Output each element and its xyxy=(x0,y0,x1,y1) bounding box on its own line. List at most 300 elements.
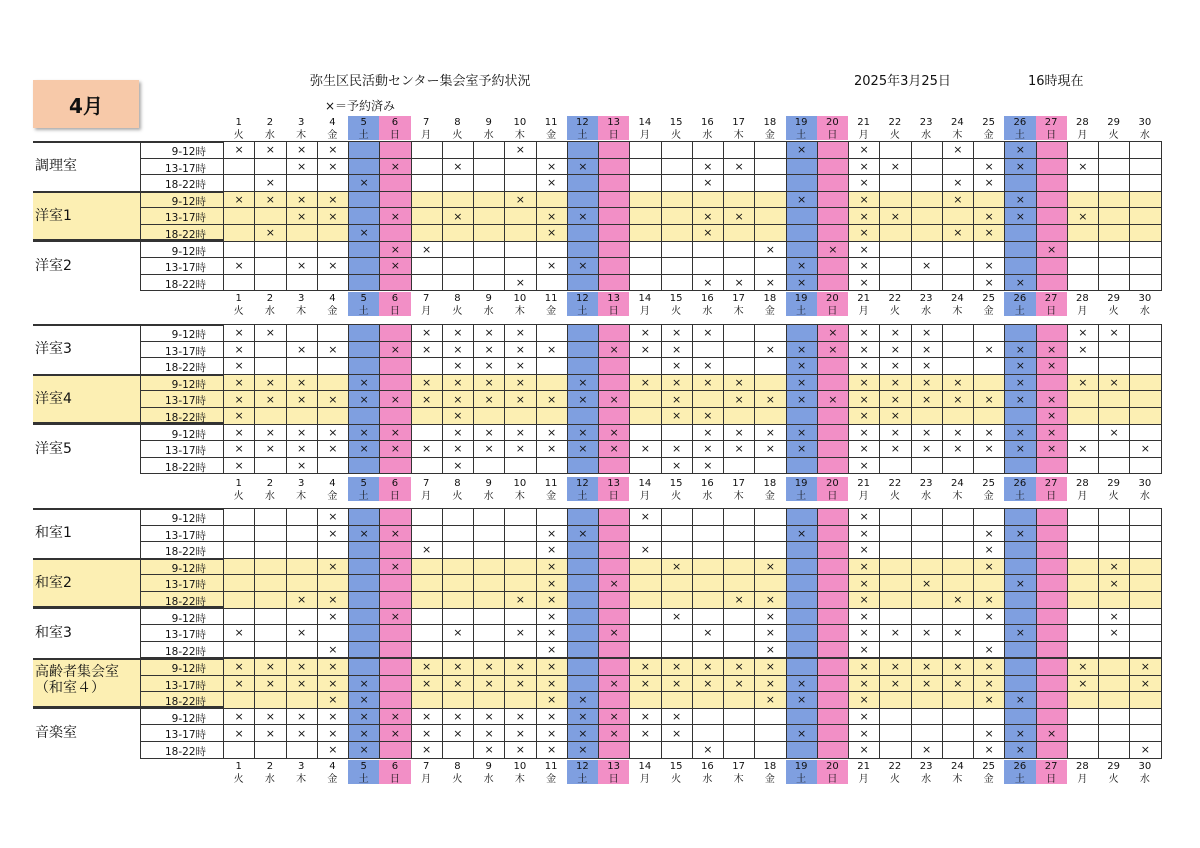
booking-cell xyxy=(254,407,286,425)
booking-cell: × xyxy=(411,724,443,742)
booking-cell xyxy=(317,457,349,475)
day-number: 9 xyxy=(485,761,492,772)
booking-cell xyxy=(567,407,599,425)
booking-cell: × xyxy=(598,624,630,642)
booking-cell xyxy=(254,357,286,375)
booking-cell: × xyxy=(536,341,568,359)
booking-cell xyxy=(504,174,536,192)
booking-cell: × xyxy=(661,608,693,626)
booking-cell xyxy=(879,224,911,242)
day-header xyxy=(1129,116,1160,140)
booking-cell xyxy=(786,558,818,576)
booking-cell xyxy=(754,407,786,425)
time-slot-label: 18-22時 xyxy=(164,278,206,291)
day-number: 1 xyxy=(235,117,242,128)
booking-cell: × xyxy=(1036,390,1068,408)
booking-cell: × xyxy=(317,525,349,543)
booking-cell xyxy=(379,641,411,659)
booking-cell: × xyxy=(973,541,1005,559)
weekday-label: 月 xyxy=(1077,491,1088,502)
booking-cell xyxy=(317,324,349,342)
booking-cell xyxy=(754,574,786,592)
day-header xyxy=(317,292,348,316)
booking-cell xyxy=(723,141,755,159)
weekday-label: 火 xyxy=(671,306,682,317)
booking-cell xyxy=(473,591,505,609)
slot-cell xyxy=(140,224,223,242)
room-name: 洋室4 xyxy=(35,390,72,407)
booking-cell xyxy=(629,641,661,659)
booking-cell: × xyxy=(411,374,443,392)
booking-cell xyxy=(473,274,505,292)
booking-cell xyxy=(1129,558,1161,576)
weekday-label: 金 xyxy=(546,491,557,502)
booking-cell: × xyxy=(254,440,286,458)
booking-cell xyxy=(817,691,849,709)
booking-cell xyxy=(879,191,911,209)
booking-cell xyxy=(598,457,630,475)
booking-cell: × xyxy=(848,357,880,375)
booking-cell xyxy=(1067,390,1099,408)
booking-cell xyxy=(442,508,474,526)
booking-cell xyxy=(411,257,443,275)
booking-cell: × xyxy=(473,424,505,442)
booking-cell: × xyxy=(254,708,286,726)
day-header xyxy=(1129,760,1160,784)
booking-cell xyxy=(286,274,318,292)
booking-cell: × xyxy=(879,357,911,375)
booking-cell: × xyxy=(848,440,880,458)
booking-cell: × xyxy=(692,624,724,642)
booking-cell: × xyxy=(598,440,630,458)
day-number: 15 xyxy=(669,478,683,489)
booking-cell xyxy=(1036,608,1068,626)
booking-cell: × xyxy=(317,691,349,709)
day-number: 25 xyxy=(982,478,995,489)
booking-cell: × xyxy=(442,675,474,693)
booking-cell xyxy=(754,374,786,392)
weekday-label: 水 xyxy=(702,130,713,141)
booking-cell xyxy=(598,741,630,759)
booking-cell xyxy=(286,357,318,375)
booking-cell: × xyxy=(411,708,443,726)
weekday-label: 水 xyxy=(921,306,932,317)
day-number: 26 xyxy=(1013,293,1027,304)
booking-cell xyxy=(973,374,1005,392)
booking-cell: × xyxy=(442,207,474,225)
booking-cell xyxy=(723,191,755,209)
booking-cell xyxy=(1098,641,1130,659)
booking-cell xyxy=(817,357,849,375)
booking-cell xyxy=(723,224,755,242)
weekday-label: 日 xyxy=(827,491,838,502)
booking-cell xyxy=(598,241,630,259)
day-header xyxy=(348,760,379,784)
weekday-label: 日 xyxy=(1046,306,1057,317)
booking-cell: × xyxy=(504,191,536,209)
booking-cell xyxy=(1067,241,1099,259)
booking-cell xyxy=(817,440,849,458)
time-slot-label: 9-12時 xyxy=(171,245,206,258)
booking-cell: × xyxy=(973,224,1005,242)
day-number: 6 xyxy=(391,478,399,489)
booking-cell xyxy=(911,691,943,709)
booking-cell xyxy=(723,541,755,559)
booking-cell xyxy=(1129,591,1161,609)
weekday-label: 土 xyxy=(796,774,807,785)
day-header xyxy=(379,292,410,316)
booking-cell xyxy=(723,741,755,759)
weekday-label: 木 xyxy=(952,130,963,141)
booking-cell: × xyxy=(1004,525,1036,543)
slot-cell xyxy=(140,274,223,292)
booking-cell xyxy=(1129,541,1161,559)
booking-cell: × xyxy=(598,675,630,693)
booking-cell xyxy=(817,591,849,609)
booking-cell xyxy=(504,508,536,526)
booking-cell xyxy=(911,174,943,192)
day-header xyxy=(223,760,254,784)
booking-cell: × xyxy=(1067,341,1099,359)
booking-cell xyxy=(504,525,536,543)
day-header xyxy=(661,760,692,784)
booking-cell: × xyxy=(848,141,880,159)
booking-cell xyxy=(1098,191,1130,209)
booking-cell xyxy=(442,174,474,192)
day-header xyxy=(223,116,254,140)
booking-cell xyxy=(942,457,974,475)
booking-cell xyxy=(817,624,849,642)
booking-cell xyxy=(1098,407,1130,425)
booking-cell: × xyxy=(223,675,255,693)
day-number: 17 xyxy=(732,117,745,128)
day-number: 30 xyxy=(1138,293,1152,304)
booking-cell xyxy=(661,207,693,225)
booking-cell: × xyxy=(411,658,443,676)
booking-cell xyxy=(973,241,1005,259)
day-header xyxy=(1004,292,1035,316)
day-header xyxy=(661,477,692,501)
booking-cell: × xyxy=(723,658,755,676)
booking-cell xyxy=(817,191,849,209)
booking-cell: × xyxy=(348,691,380,709)
booking-cell xyxy=(661,641,693,659)
booking-cell xyxy=(567,357,599,375)
day-header xyxy=(348,116,379,140)
booking-cell: × xyxy=(754,424,786,442)
booking-cell xyxy=(754,224,786,242)
booking-cell xyxy=(942,641,974,659)
weekday-label: 金 xyxy=(546,306,557,317)
weekday-label: 土 xyxy=(796,491,807,502)
booking-cell: × xyxy=(317,341,349,359)
booking-cell xyxy=(629,574,661,592)
booking-cell xyxy=(411,624,443,642)
booking-cell xyxy=(786,541,818,559)
weekday-label: 火 xyxy=(233,491,244,502)
booking-cell xyxy=(723,641,755,659)
booking-cell: × xyxy=(754,691,786,709)
day-number: 4 xyxy=(329,478,336,489)
weekday-label: 月 xyxy=(421,491,432,502)
booking-cell: × xyxy=(1004,724,1036,742)
booking-cell xyxy=(1004,508,1036,526)
booking-cell: × xyxy=(879,374,911,392)
time-slot-label: 18-22時 xyxy=(164,546,206,559)
booking-cell xyxy=(754,324,786,342)
booking-cell xyxy=(411,691,443,709)
booking-cell xyxy=(723,357,755,375)
booking-cell: × xyxy=(973,274,1005,292)
booking-cell xyxy=(254,274,286,292)
day-number: 10 xyxy=(513,761,527,772)
booking-cell: × xyxy=(723,440,755,458)
booking-cell: × xyxy=(223,390,255,408)
booking-cell xyxy=(973,457,1005,475)
time-slot-label: 9-12時 xyxy=(171,513,206,525)
booking-cell xyxy=(254,641,286,659)
booking-cell xyxy=(661,525,693,543)
booking-cell xyxy=(473,141,505,159)
booking-cell: × xyxy=(786,141,818,159)
booking-cell: × xyxy=(223,407,255,425)
booking-cell: × xyxy=(1004,357,1036,375)
weekday-label: 火 xyxy=(889,130,900,141)
booking-cell: × xyxy=(754,341,786,359)
booking-cell xyxy=(442,558,474,576)
day-header xyxy=(848,477,879,501)
booking-cell xyxy=(661,224,693,242)
booking-cell xyxy=(1036,457,1068,475)
weekday-label: 木 xyxy=(952,774,963,785)
booking-cell xyxy=(629,257,661,275)
weekday-label: 日 xyxy=(1046,774,1057,785)
booking-cell xyxy=(879,274,911,292)
booking-cell xyxy=(1129,724,1161,742)
day-number: 29 xyxy=(1107,117,1120,128)
booking-cell: × xyxy=(317,608,349,626)
day-header xyxy=(473,760,504,784)
booking-cell xyxy=(1036,541,1068,559)
booking-cell xyxy=(754,191,786,209)
booking-cell xyxy=(1098,508,1130,526)
weekday-label: 土 xyxy=(1014,306,1025,317)
booking-cell: × xyxy=(379,257,411,275)
booking-cell: × xyxy=(817,324,849,342)
booking-cell xyxy=(786,741,818,759)
booking-cell xyxy=(223,207,255,225)
weekday-label: 日 xyxy=(389,306,400,317)
booking-cell xyxy=(411,207,443,225)
booking-cell xyxy=(786,407,818,425)
booking-cell: × xyxy=(692,174,724,192)
day-header xyxy=(1004,477,1035,501)
booking-cell: × xyxy=(411,541,443,559)
day-number: 29 xyxy=(1107,478,1120,489)
booking-cell: × xyxy=(442,708,474,726)
booking-cell: × xyxy=(786,257,818,275)
booking-cell: × xyxy=(473,708,505,726)
booking-cell: × xyxy=(1067,158,1099,176)
booking-cell xyxy=(473,525,505,543)
booking-cell xyxy=(442,141,474,159)
booking-cell xyxy=(379,541,411,559)
booking-cell xyxy=(1067,357,1099,375)
booking-cell xyxy=(629,241,661,259)
booking-cell xyxy=(692,608,724,626)
page-title: 弥生区民活動センター集会室予約状況 xyxy=(310,74,531,89)
booking-cell: × xyxy=(504,141,536,159)
weekday-label: 土 xyxy=(577,491,588,502)
booking-cell xyxy=(1067,174,1099,192)
booking-cell: × xyxy=(786,724,818,742)
booking-cell xyxy=(629,207,661,225)
booking-cell xyxy=(786,574,818,592)
day-header xyxy=(848,116,879,140)
booking-cell: × xyxy=(723,158,755,176)
day-header xyxy=(598,116,629,140)
booking-cell: × xyxy=(411,675,443,693)
time-slot-label: 13-17時 xyxy=(164,529,206,542)
booking-cell xyxy=(911,158,943,176)
booking-cell: × xyxy=(223,658,255,676)
day-number: 14 xyxy=(638,117,652,128)
booking-cell: × xyxy=(973,641,1005,659)
booking-cell xyxy=(911,641,943,659)
weekday-label: 木 xyxy=(733,130,744,141)
booking-cell xyxy=(348,257,380,275)
booking-cell: × xyxy=(286,708,318,726)
room-name: 和室2 xyxy=(35,574,72,591)
day-number: 2 xyxy=(266,761,274,772)
booking-cell xyxy=(1129,424,1161,442)
booking-cell: × xyxy=(973,558,1005,576)
booking-cell: × xyxy=(504,274,536,292)
day-header xyxy=(442,292,473,316)
booking-cell: × xyxy=(286,390,318,408)
booking-cell xyxy=(879,508,911,526)
booking-cell: × xyxy=(504,341,536,359)
booking-cell xyxy=(223,741,255,759)
booking-cell xyxy=(223,608,255,626)
booking-cell: × xyxy=(1004,624,1036,642)
booking-cell xyxy=(1098,724,1130,742)
booking-cell xyxy=(629,191,661,209)
booking-cell: × xyxy=(942,374,974,392)
booking-cell xyxy=(411,141,443,159)
booking-cell: × xyxy=(473,374,505,392)
booking-cell xyxy=(348,541,380,559)
weekday-label: 金 xyxy=(327,306,338,317)
booking-cell: × xyxy=(223,440,255,458)
day-number: 17 xyxy=(732,293,745,304)
day-number: 25 xyxy=(982,761,995,772)
booking-cell xyxy=(629,390,661,408)
booking-cell xyxy=(411,158,443,176)
booking-cell xyxy=(504,207,536,225)
booking-cell xyxy=(1067,191,1099,209)
booking-cell: × xyxy=(411,741,443,759)
booking-cell xyxy=(254,541,286,559)
booking-cell xyxy=(567,574,599,592)
day-header xyxy=(817,477,848,501)
time-slot-label: 18-22時 xyxy=(164,229,206,241)
booking-cell: × xyxy=(973,608,1005,626)
booking-cell xyxy=(661,158,693,176)
booking-cell: × xyxy=(598,708,630,726)
booking-cell: × xyxy=(286,424,318,442)
booking-cell xyxy=(567,558,599,576)
booking-cell: × xyxy=(379,708,411,726)
day-number: 12 xyxy=(576,117,589,128)
booking-cell xyxy=(442,191,474,209)
booking-cell: × xyxy=(536,724,568,742)
booking-cell xyxy=(973,191,1005,209)
booking-cell xyxy=(1067,457,1099,475)
weekday-label: 火 xyxy=(233,130,244,141)
day-header xyxy=(754,477,785,501)
booking-cell xyxy=(1067,407,1099,425)
booking-cell xyxy=(692,257,724,275)
booking-cell: × xyxy=(692,675,724,693)
booking-cell: × xyxy=(254,724,286,742)
booking-cell xyxy=(629,174,661,192)
booking-cell xyxy=(567,541,599,559)
booking-cell xyxy=(879,591,911,609)
booking-cell xyxy=(536,457,568,475)
room-name: 洋室2 xyxy=(35,257,72,274)
slot-cell xyxy=(140,741,223,759)
booking-cell xyxy=(1067,257,1099,275)
weekday-label: 月 xyxy=(1077,306,1088,317)
booking-cell xyxy=(817,158,849,176)
booking-cell xyxy=(379,224,411,242)
weekday-label: 水 xyxy=(702,491,713,502)
booking-cell xyxy=(692,724,724,742)
booking-cell: × xyxy=(317,641,349,659)
booking-cell xyxy=(567,274,599,292)
booking-cell: × xyxy=(817,241,849,259)
day-number: 27 xyxy=(1044,478,1058,489)
day-number: 17 xyxy=(732,761,745,772)
booking-cell: × xyxy=(254,191,286,209)
day-number: 27 xyxy=(1044,293,1058,304)
booking-cell: × xyxy=(1004,741,1036,759)
day-header xyxy=(1036,116,1067,140)
weekday-label: 水 xyxy=(264,306,275,317)
booking-cell: × xyxy=(442,357,474,375)
slot-cell xyxy=(140,708,223,726)
weekday-label: 金 xyxy=(983,306,994,317)
booking-cell: × xyxy=(317,257,349,275)
day-header xyxy=(1098,292,1129,316)
weekday-label: 火 xyxy=(452,306,463,317)
day-header xyxy=(942,116,973,140)
booking-cell xyxy=(629,624,661,642)
booking-cell xyxy=(1098,541,1130,559)
booking-cell: × xyxy=(536,641,568,659)
weekday-label: 水 xyxy=(921,491,932,502)
booking-cell xyxy=(723,724,755,742)
booking-cell xyxy=(879,541,911,559)
booking-cell xyxy=(504,641,536,659)
day-header xyxy=(692,760,723,784)
slot-cell xyxy=(140,457,223,475)
day-number: 20 xyxy=(826,478,839,489)
booking-cell xyxy=(1098,591,1130,609)
booking-cell xyxy=(223,508,255,526)
booking-cell xyxy=(1036,324,1068,342)
